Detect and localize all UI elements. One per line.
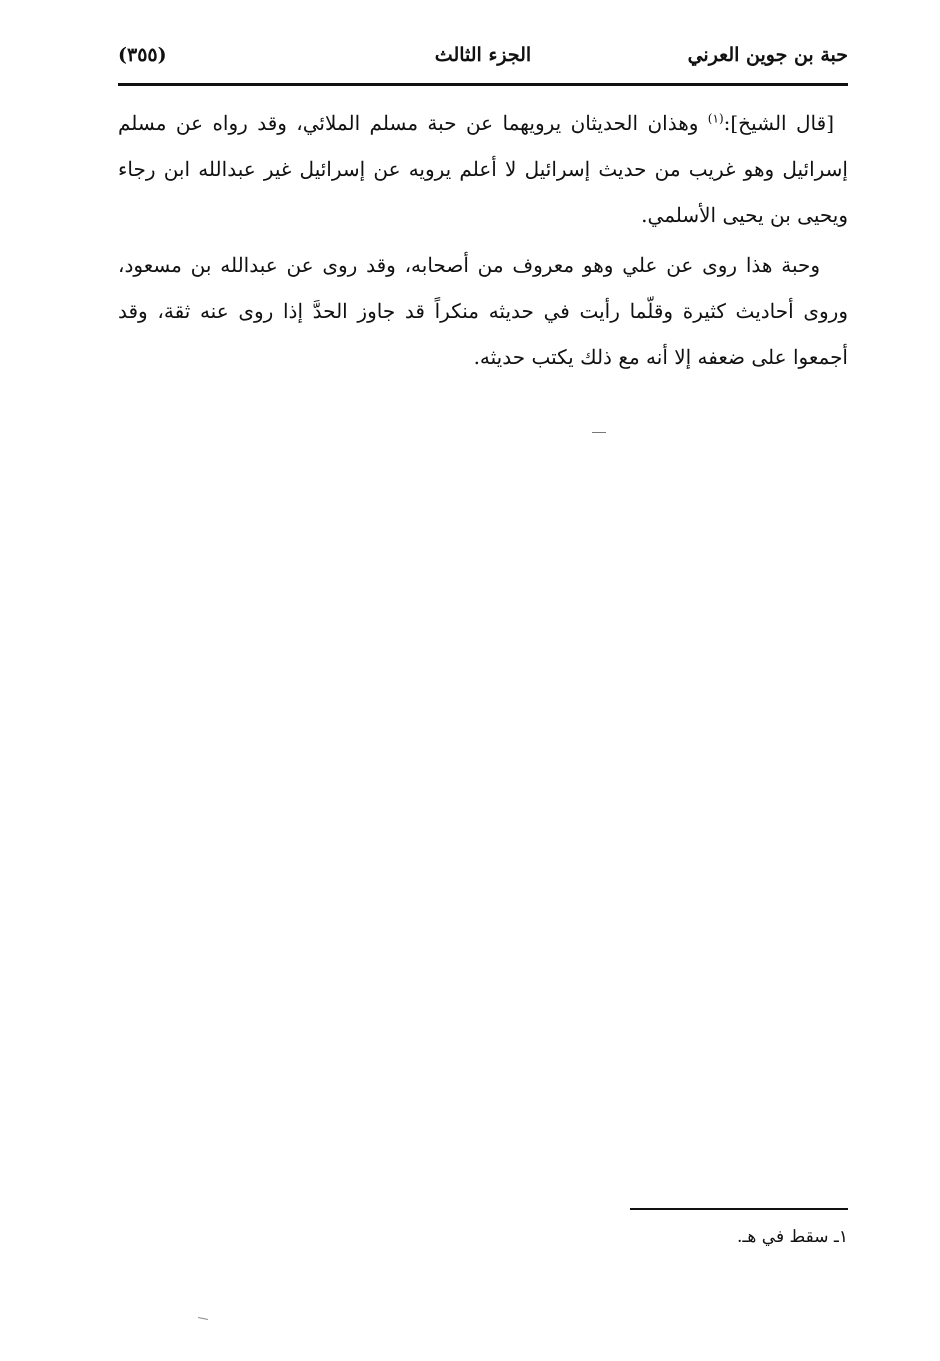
paragraph-1 [118, 100, 848, 238]
main-text [118, 100, 848, 380]
header-rule [118, 83, 848, 86]
paragraph-1-text: وهذان الحديثان يرويهما عن حبة مسلم الملائي، وقد رواه عن مسلم إسرائيل وهو غريب من حديث إسرائيل لا أعلم يرويه عن إسرائيل غير عبدالله ابن رجاء ويحيى بن يحيى الأسلمي. [118, 111, 848, 227]
page-number: (٣٥٥) [118, 44, 167, 66]
running-header [118, 40, 848, 74]
footnote-reference: (١) [707, 111, 724, 126]
paragraph-2: وحبة هذا روى عن علي وهو معروف من أصحابه، وقد روى عن عبدالله بن مسعود، وروى أحاديث كثيرة وقلّما رأيت في حديثه منكراً قد جاوز الحدَّ إذا روى عنه ثقة، وقد أجمعوا على ضعفه إلا أنه مع ذلك يكتب حديثه. [118, 253, 848, 369]
footnote-1: ١ـ سقط في هـ. [737, 1227, 848, 1247]
scan-mark-bottom [198, 1317, 208, 1320]
footnotes [600, 1222, 848, 1252]
running-header-volume: الجزء الثالث [434, 44, 532, 66]
running-header-title: حبة بن جوين العرني [687, 44, 848, 66]
scan-mark [592, 432, 606, 433]
footnote-rule [630, 1208, 848, 1210]
paragraph-1-opening: [قال الشيخ]: [723, 111, 834, 135]
